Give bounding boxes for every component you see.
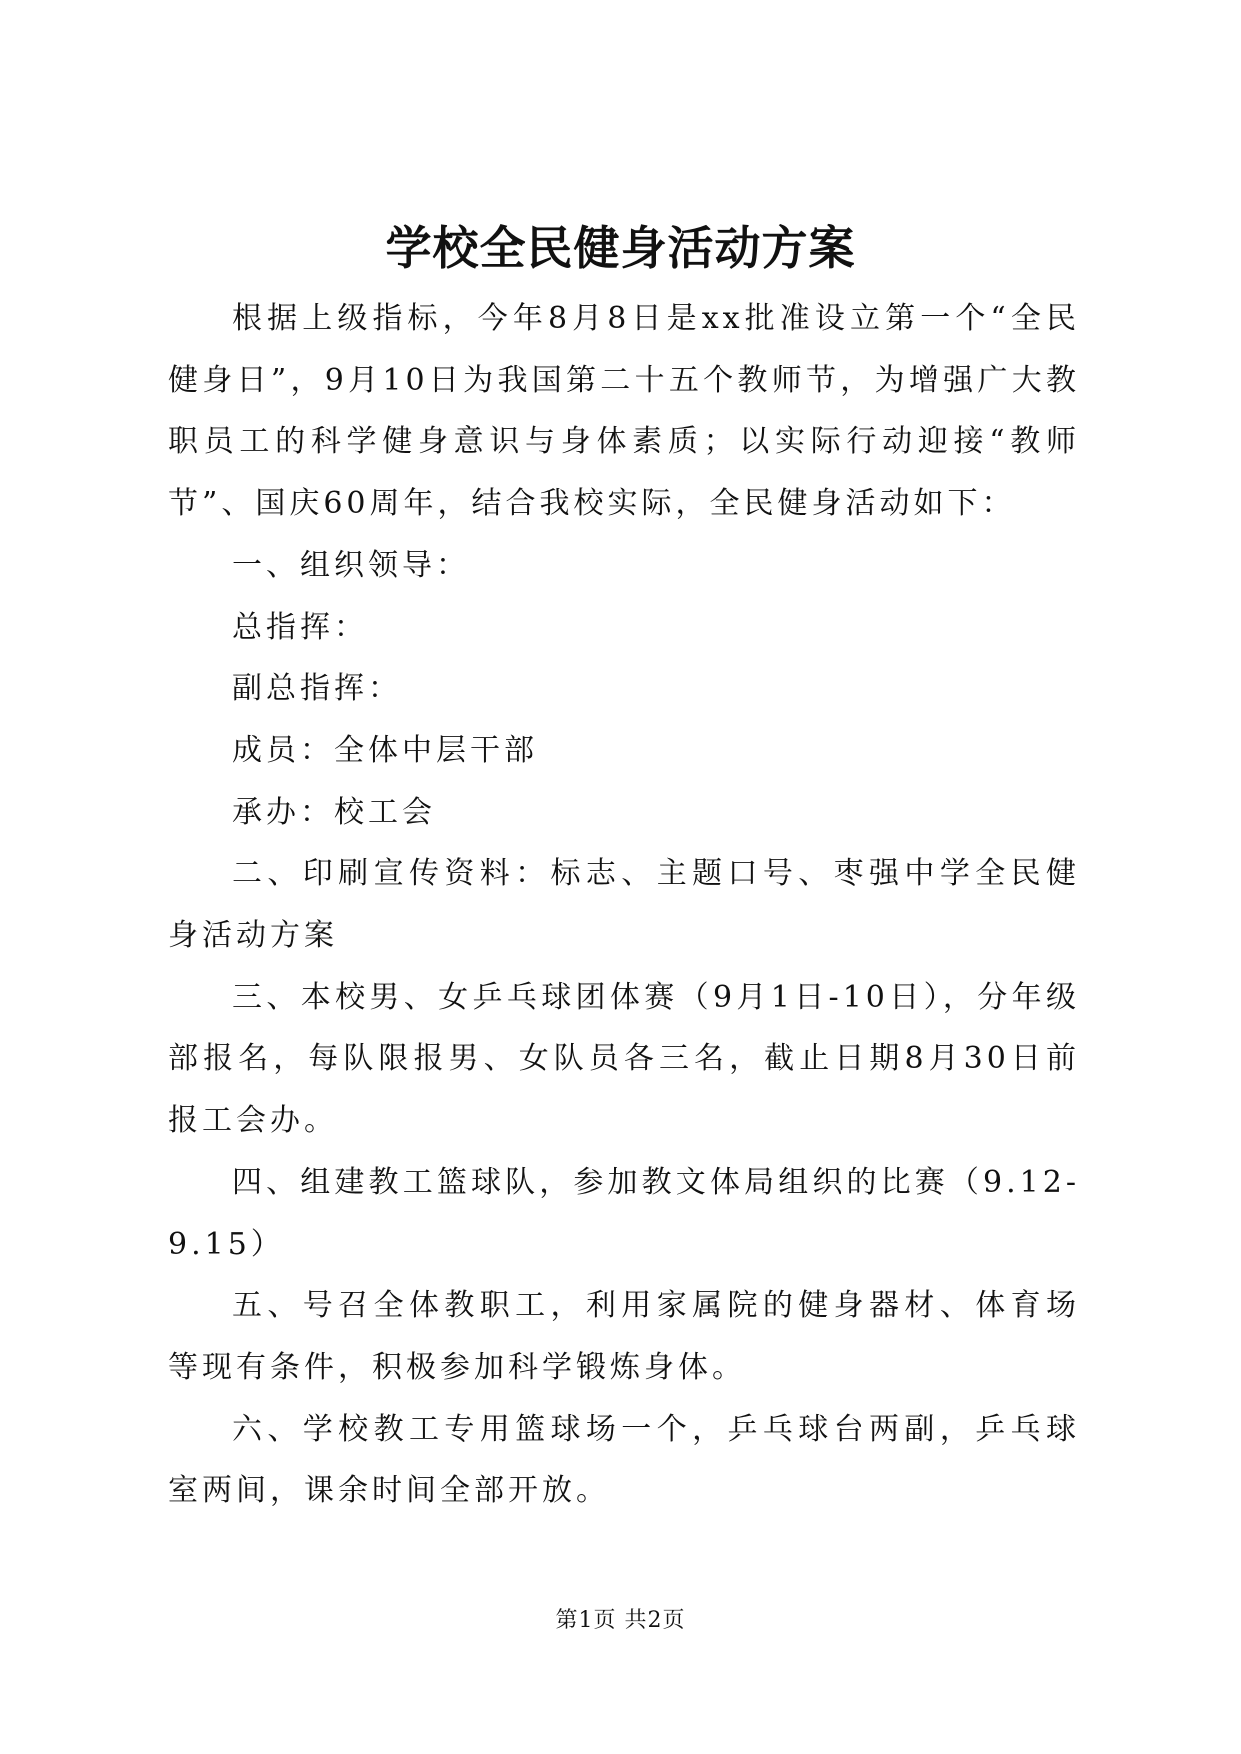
section-organization-heading: 一、组织领导： (232, 547, 470, 583)
document-title: 学校全民健身活动方案 (385, 221, 856, 275)
section-publicity-paragraph: 二、印刷宣传资料：标志、主题口号、枣强中学全民健身活动方案 (168, 856, 1080, 954)
deputy-commander-line: 副总指挥： (232, 671, 402, 707)
page-number-footer: 第1页 共2页 (555, 1608, 686, 1633)
section-exercise-paragraph: 五、号召全体教职工，利用家属院的健身器材、体育场等现有条件，积极参加科学锻炼身体。 (168, 1288, 1080, 1385)
commander-line: 总指挥： (232, 609, 368, 645)
section-basketball-paragraph: 四、组建教工篮球队，参加教文体局组织的比赛（9.12-9.15） (168, 1164, 1080, 1262)
organizer-line: 承办：校工会 (232, 794, 436, 830)
document-body (168, 288, 1080, 1522)
section-table-tennis-paragraph: 三、本校男、女乒乓球团体赛（9月1日-10日），分年级部报名，每队限报男、女队员各三名，截止日期8月30日前报工会办。 (168, 979, 1080, 1139)
section-facilities-paragraph: 六、学校教工专用篮球场一个，乒乓球台两副，乒乓球室两间，课余时间全部开放。 (168, 1411, 1080, 1509)
members-line: 成员：全体中层干部 (232, 732, 538, 768)
intro-paragraph: 根据上级指标，今年8月8日是xx批准设立第一个“全民健身日”，9月10日为我国第二十五个教师节，为增强广大教职员工的科学健身意识与身体素质；以实际行动迎接“教师节”、国庆60周年，结合我校实际，全民健身活动如下： (168, 301, 1080, 522)
